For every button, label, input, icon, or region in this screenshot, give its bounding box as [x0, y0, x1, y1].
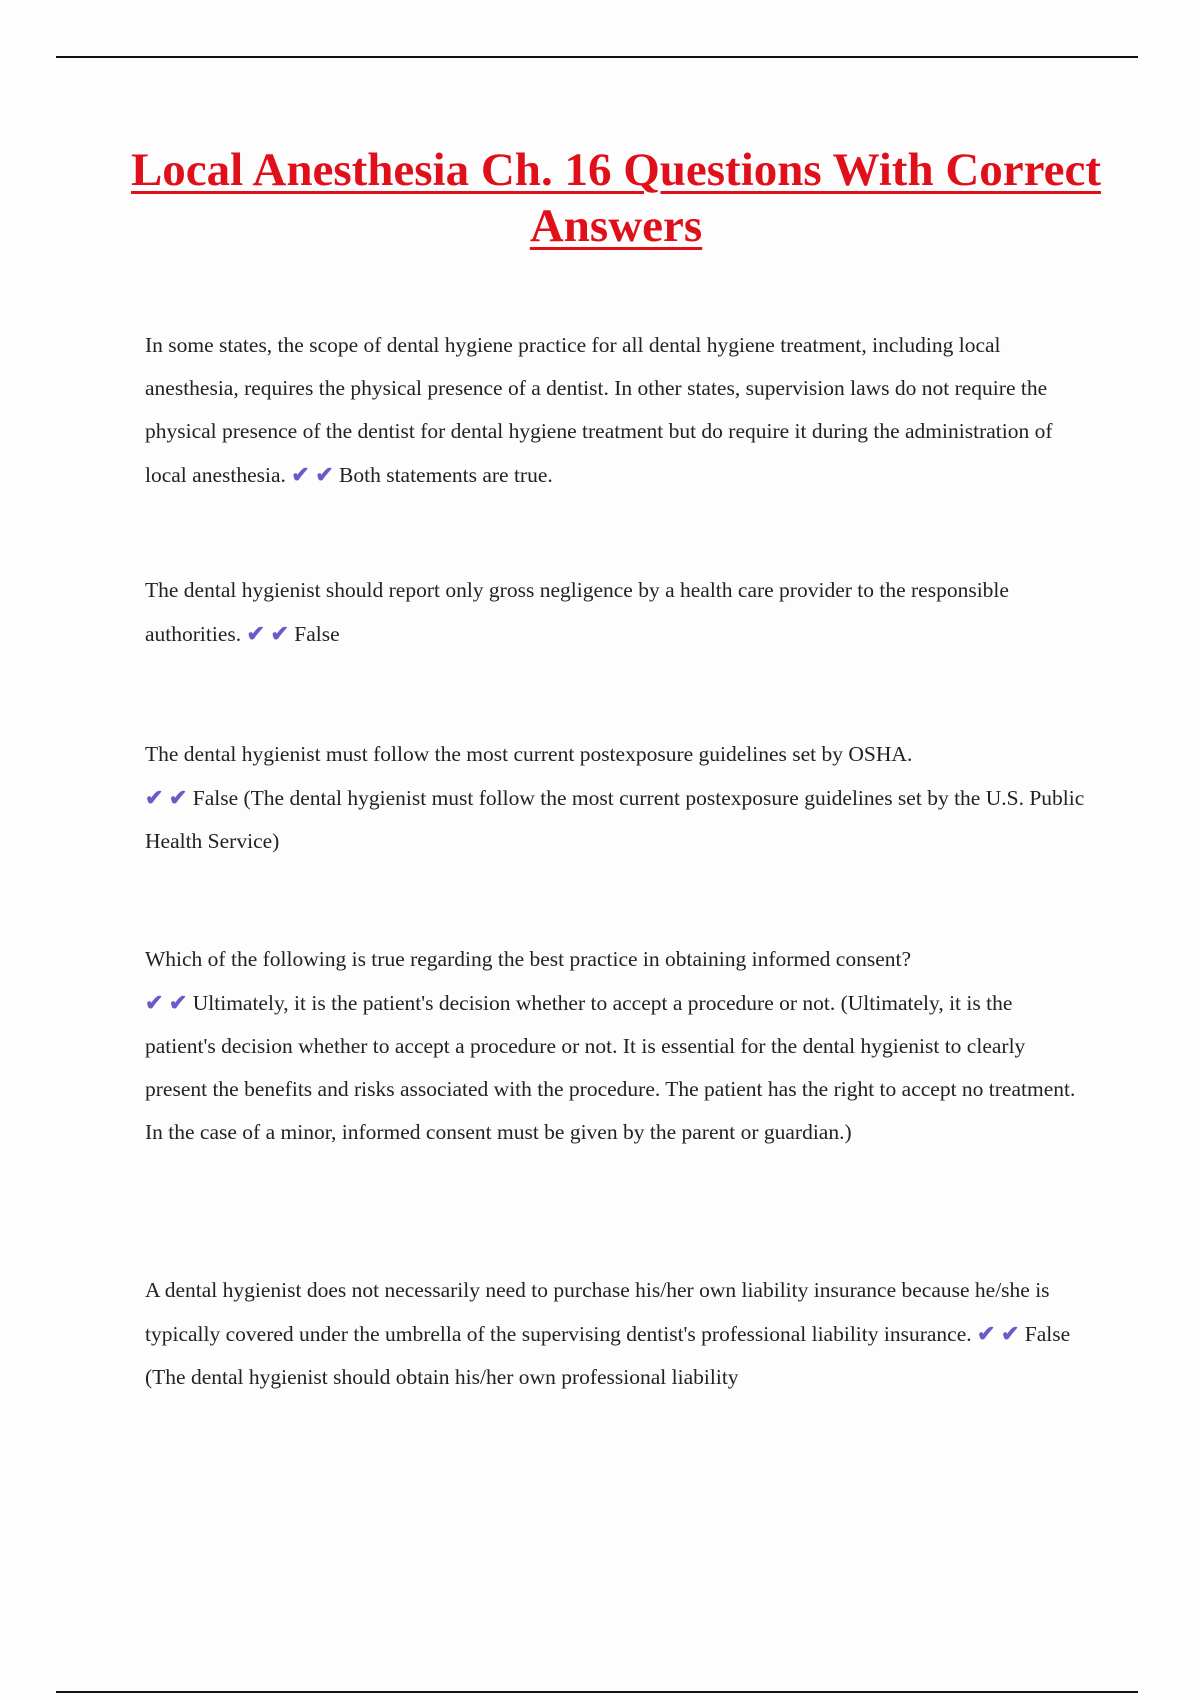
double-check-icon: ✔ ✔	[145, 990, 188, 1015]
answer-text: False	[294, 622, 340, 646]
double-check-icon: ✔ ✔	[977, 1321, 1020, 1346]
document-title: Local Anesthesia Ch. 16 Questions With Correct Answers	[130, 144, 1102, 252]
question-text: A dental hygienist does not necessarily need to purchase his/her own liability insurance because he/she is typically covered under the umbrella of the supervising dentist's professional liability insurance.	[145, 1278, 1050, 1346]
qa-item	[145, 733, 1085, 863]
bottom-rule	[56, 1691, 1138, 1693]
double-check-icon: ✔ ✔	[246, 621, 289, 646]
qa-item	[145, 324, 1085, 497]
question-text: The dental hygienist must follow the most current postexposure guidelines set by OSHA.	[145, 742, 913, 766]
question-text: Which of the following is true regarding the best practice in obtaining informed consent?	[145, 947, 912, 971]
question-text: The dental hygienist should report only gross negligence by a health care provider to the responsible authorities.	[145, 578, 1009, 646]
qa-item	[145, 1269, 1085, 1399]
answer-text: False (The dental hygienist should obtain his/her own professional liability	[145, 1322, 1071, 1389]
answer-text: Both statements are true.	[339, 463, 553, 487]
qa-item	[145, 938, 1085, 1154]
double-check-icon: ✔ ✔	[145, 785, 188, 810]
question-text: In some states, the scope of dental hygiene practice for all dental hygiene treatment, including local anesthesia, requires the physical presence of a dentist. In other states, supervision laws do not require the physical presence of the dentist for dental hygiene treatment but do require it during the administration of local anesthesia.	[145, 333, 1053, 487]
top-rule	[56, 56, 1138, 58]
answer-text: False (The dental hygienist must follow the most current postexposure guidelines set by the U.S. Public Health Service)	[145, 786, 1085, 853]
double-check-icon: ✔ ✔	[291, 462, 334, 487]
qa-item	[145, 569, 1085, 656]
answer-text: Ultimately, it is the patient's decision whether to accept a procedure or not. (Ultimately, it is the patient's decision whether to accept a procedure or not. It is essential for the dental hygienist to clearly present the benefits and risks associated with the procedure. The patient has the right to accept no treatment. In the case of a minor, informed consent must be given by the parent or guardian.)	[145, 991, 1076, 1144]
